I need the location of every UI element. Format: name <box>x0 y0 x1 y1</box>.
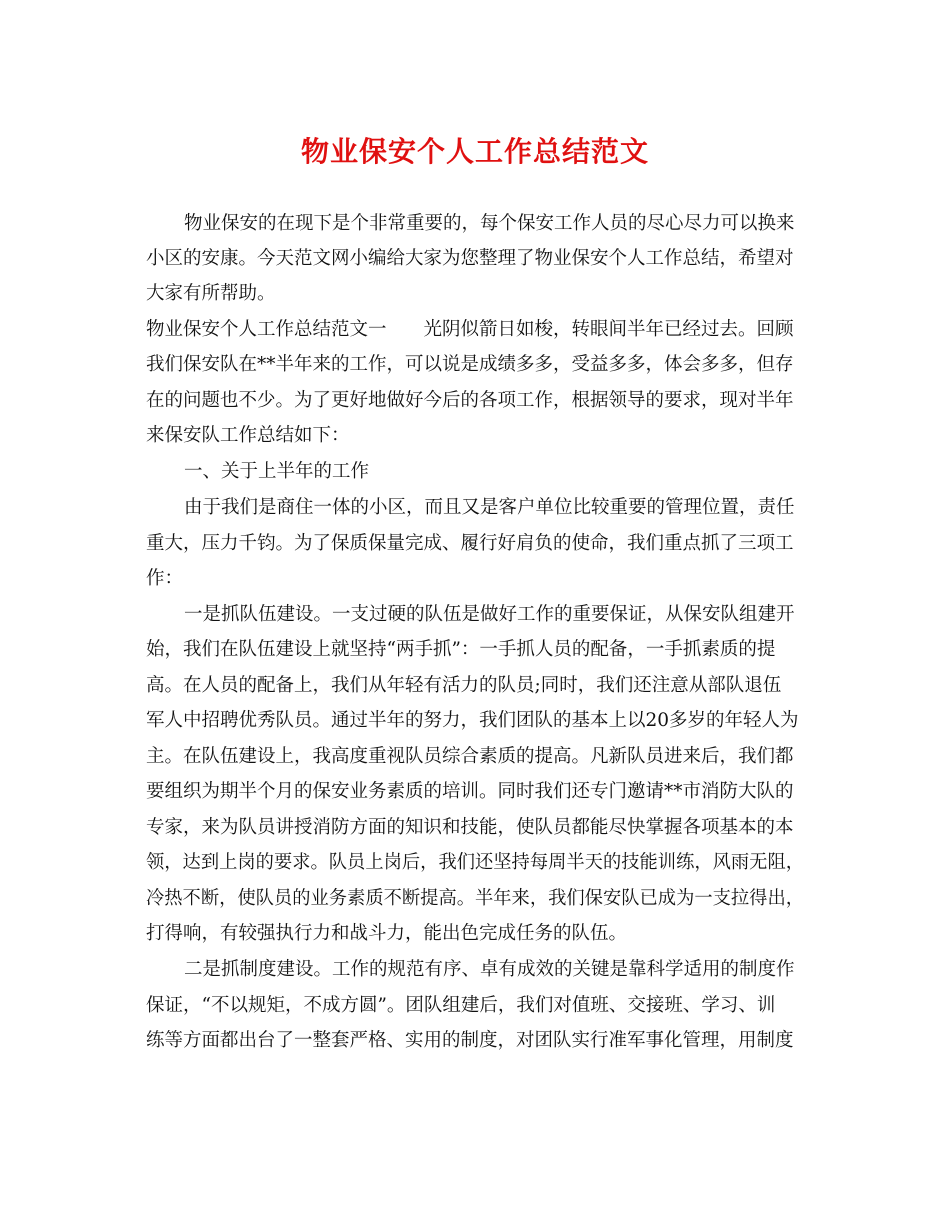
paragraph-line: 大家有所帮助。 <box>146 283 276 304</box>
paragraph-line: 冷热不断，使队员的业务素质不断提高。半年来，我们保安队已成为一支拉得出， <box>146 888 805 909</box>
paragraph-line: 专家，来为队员讲授消防方面的知识和技能，使队员都能尽快掌握各项基本的本 <box>146 817 794 838</box>
paragraph-line: 要组织为期半个月的保安业务素质的培训。同时我们还专门邀请**市消防大队的 <box>146 781 794 802</box>
paragraph-line: 领，达到上岗的要求。队员上岗后，我们还坚持每周半天的技能训练，风雨无阻， <box>146 852 805 873</box>
paragraph-line: 保证，“不以规矩，不成方圆”。团队组建后，我们对值班、交接班、学习、训 <box>146 995 776 1016</box>
paragraph-line: 高。在人员的配备上，我们从年轻有活力的队员;同时，我们还注意从部队退伍 <box>146 675 782 696</box>
paragraph-line: 打得响，有较强执行力和战斗力，能出色完成任务的队伍。 <box>146 923 628 944</box>
paragraph-line: 在的问题也不少。为了更好地做好今后的各项工作，根据领导的要求，现对半年 <box>146 390 794 411</box>
paragraph-line: 由于我们是商住一体的小区，而且又是客户单位比较重要的管理位置，责任 <box>184 497 795 518</box>
paragraph-line: 物业保安的在现下是个非常重要的，每个保安工作人员的尽心尽力可以换来 <box>184 213 795 234</box>
paragraph-line: 始，我们在队伍建设上就坚持“两手抓”：一手抓人员的配备，一手抓素质的提 <box>146 639 776 660</box>
paragraph-line: 物业保安个人工作总结范文一 光阴似箭日如梭，转眼间半年已经过去。回顾 <box>146 319 794 340</box>
paragraph-line: 来保安队工作总结如下： <box>146 425 350 446</box>
section-heading: 一、关于上半年的工作 <box>184 461 370 482</box>
paragraph-line: 军人中招聘优秀队员。通过半年的努力，我们团队的基本上以20多岁的年轻人为 <box>146 710 799 731</box>
paragraph-line: 小区的安康。今天范文网小编给大家为您整理了物业保安个人工作总结，希望对 <box>146 248 794 269</box>
paragraph-line: 一是抓队伍建设。一支过硬的队伍是做好工作的重要保证，从保安队组建开 <box>184 604 795 625</box>
paragraph-line: 练等方面都出台了一整套严格、实用的制度，对团队实行准军事化管理，用制度 <box>146 1030 794 1051</box>
paragraph-line: 主。在队伍建设上，我高度重视队员综合素质的提高。凡新队员进来后，我们都 <box>146 746 794 767</box>
paragraph-line: 作： <box>146 568 184 589</box>
document-title: 物业保安个人工作总结范文 <box>300 135 649 168</box>
paragraph-line: 我们保安队在**半年来的工作，可以说是成绩多多，受益多多，体会多多，但存 <box>146 354 794 375</box>
paragraph-line: 重大，压力千钧。为了保质保量完成、履行好肩负的使命，我们重点抓了三项工 <box>146 533 794 554</box>
paragraph-line: 二是抓制度建设。工作的规范有序、卓有成效的关键是靠科学适用的制度作 <box>184 959 795 980</box>
